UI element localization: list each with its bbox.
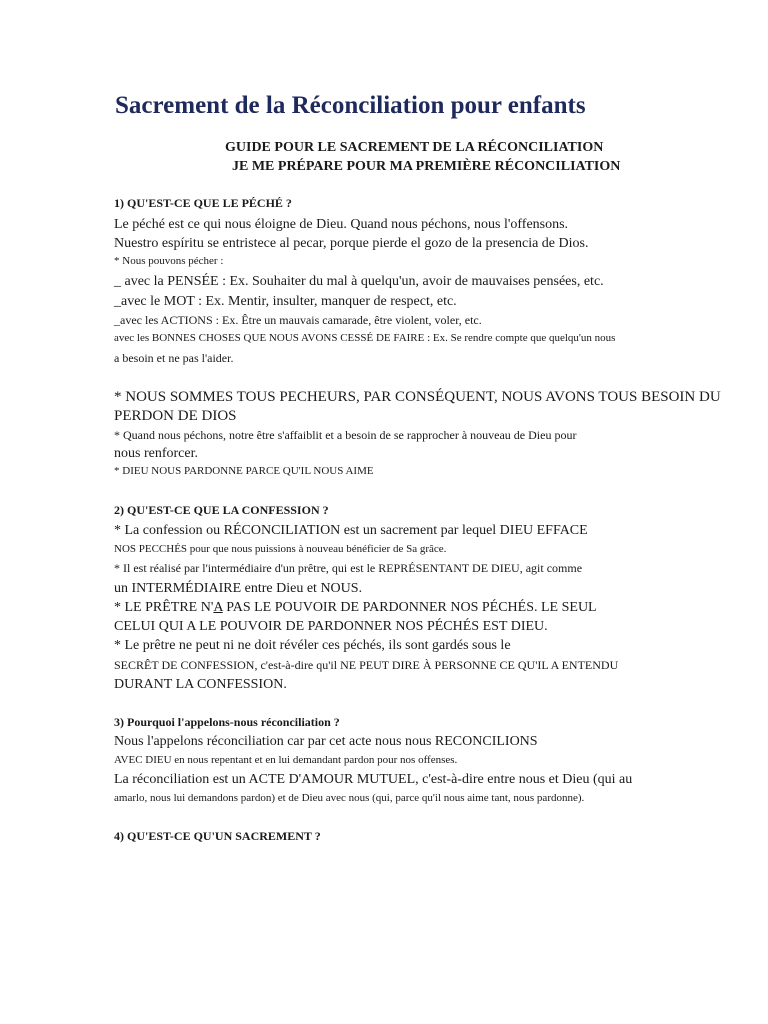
section-2-heading: 2) QU'EST-CE QUE LA CONFESSION ?: [114, 503, 329, 517]
subtitle-prepare: JE ME PRÉPARE POUR MA PREMIÈRE RÉCONCILIATION: [232, 159, 621, 174]
section-1-line: * Quand nous péchons, notre être s'affaiblit et a besoin de se rapprocher à nouveau de Dieu pour: [114, 428, 577, 442]
section-1-line: _avec les ACTIONS : Ex. Être un mauvais camarade, être violent, voler, etc.: [114, 313, 482, 327]
section-2-line: CELUI QUI A LE POUVOIR DE PARDONNER NOS PÉCHÉS EST DIEU.: [114, 619, 548, 634]
section-3-line: AVEC DIEU en nous repentant et en lui demandant pardon pour nos offenses.: [114, 754, 458, 766]
section-3-heading: 3) Pourquoi l'appelons-nous réconciliation ?: [114, 715, 340, 729]
section-2-line: un INTERMÉDIAIRE entre Dieu et NOUS.: [114, 581, 363, 596]
section-1-line: * DIEU NOUS PARDONNE PARCE QU'IL NOUS AIME: [114, 465, 374, 477]
page-title: Sacrement de la Réconciliation pour enfants: [115, 92, 586, 119]
section-1-line: avec les BONNES CHOSES QUE NOUS AVONS CESSÉ DE FAIRE : Ex. Se rendre compte que quelqu'un nous: [114, 332, 616, 344]
section-1-line: * NOUS SOMMES TOUS PECHEURS, PAR CONSÉQUENT, NOUS AVONS TOUS BESOIN DU: [114, 389, 721, 405]
section-3-line: La réconciliation est un ACTE D'AMOUR MUTUEL, c'est-à-dire entre nous et Dieu (qui au: [114, 772, 633, 787]
section-1-line: nous renforcer.: [114, 446, 198, 461]
section-2-line: NOS PECCHÉS pour que nous puissions à nouveau bénéficier de Sa grâce.: [114, 543, 447, 555]
section-3-line: Nous l'appelons réconciliation car par cet acte nous nous RECONCILIONS: [114, 734, 538, 749]
section-1-line: PERDON DE DIOS: [114, 408, 237, 424]
section-1-line: * Nous pouvons pécher :: [114, 255, 224, 267]
section-4-heading: 4) QU'EST-CE QU'UN SACREMENT ?: [114, 829, 321, 843]
subtitle-guide: GUIDE POUR LE SACREMENT DE LA RÉCONCILIATION: [225, 140, 604, 155]
section-2-line: * Il est réalisé par l'intermédiaire d'un prêtre, qui est le REPRÉSENTANT DE DIEU, agit comme: [114, 561, 583, 575]
section-3-line: amarlo, nous lui demandons pardon) et de Dieu avec nous (qui, parce qu'il nous aime tant, nous pardonne).: [114, 792, 585, 804]
section-2-line: * La confession ou RÉCONCILIATION est un sacrement par lequel DIEU EFFACE: [114, 523, 588, 538]
section-1-line: Le péché est ce qui nous éloigne de Dieu. Quand nous péchons, nous l'offensons.: [114, 217, 569, 232]
section-2-line: DURANT LA CONFESSION.: [114, 677, 287, 692]
section-2-line: SECRÊT DE CONFESSION, c'est-à-dire qu'il NE PEUT DIRE À PERSONNE CE QU'IL A ENTENDU: [114, 658, 619, 672]
section-1-line: a besoin et ne pas l'aider.: [114, 351, 234, 365]
section-1-line: _avec le MOT : Ex. Mentir, insulter, manquer de respect, etc.: [114, 294, 457, 309]
section-1-heading: 1) QU'EST-CE QUE LE PÉCHÉ ?: [114, 196, 292, 210]
section-1-line: Nuestro espíritu se entristece al pecar, porque pierde el gozo de la presencia de Dios.: [114, 236, 589, 251]
section-1-line: _ avec la PENSÉE : Ex. Souhaiter du mal à quelqu'un, avoir de mauvaises pensées, etc.: [114, 274, 604, 289]
section-2-line: * LE PRÊTRE N'A PAS LE POUVOIR DE PARDONNER NOS PÉCHÉS. LE SEUL: [114, 600, 597, 615]
section-2-line: * Le prêtre ne peut ni ne doit révéler ces péchés, ils sont gardés sous le: [114, 638, 511, 653]
